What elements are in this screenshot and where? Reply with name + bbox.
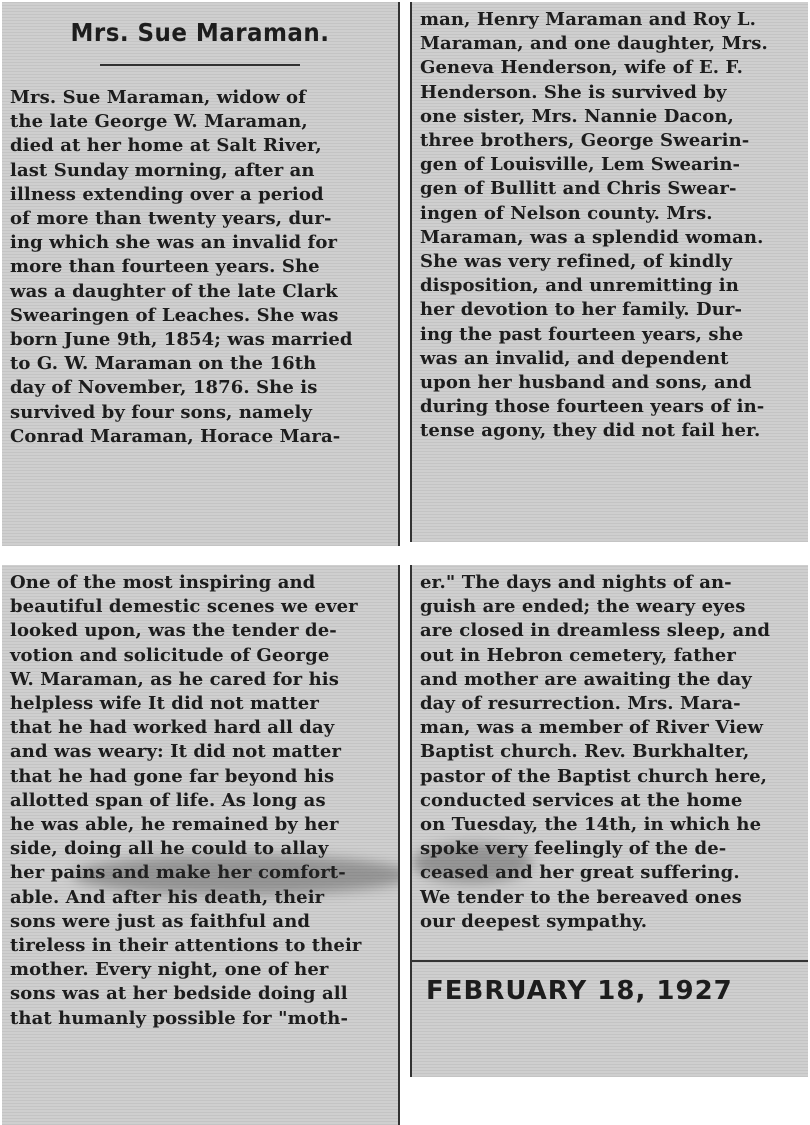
- text-line: man, was a member of River View: [420, 717, 764, 739]
- text-line: Conrad Maraman, Horace Mara-: [10, 425, 341, 447]
- text-line: side, doing all he could to allay: [10, 838, 329, 860]
- text-line: guish are ended; the weary eyes: [420, 596, 746, 618]
- text-line: died at her home at Salt River,: [10, 135, 322, 157]
- text-line: Maraman, and one daughter, Mrs.: [420, 33, 768, 55]
- text-line: man, Henry Maraman and Roy L.: [420, 9, 756, 30]
- text-line: votion and solicitude of George: [10, 644, 330, 666]
- text-line: able. And after his death, their: [10, 886, 325, 908]
- text-line: are closed in dreamless sleep, and: [420, 620, 771, 642]
- text-line: that he had worked hard all day: [10, 717, 335, 739]
- text-line: Mrs. Sue Maraman, widow of: [10, 87, 306, 108]
- text-line: sons were just as faithful and: [10, 910, 311, 932]
- text-line: more than fourteen years. She: [10, 256, 320, 278]
- clipping-column-4: [410, 565, 808, 1077]
- text-line: and mother are awaiting the day: [420, 668, 752, 690]
- text-line: spoke very feelingly of the de-: [420, 838, 727, 860]
- text-line: out in Hebron cemetery, father: [420, 644, 736, 666]
- text-line: beautiful demestic scenes we ever: [10, 596, 358, 618]
- text-line: tense agony, they did not fail her.: [420, 420, 761, 442]
- text-line: day of resurrection. Mrs. Mara-: [420, 693, 741, 715]
- text-line: One of the most inspiring and: [10, 572, 316, 593]
- text-line: that humanly possible for "moth-: [10, 1007, 349, 1029]
- clipping-column-3: [2, 565, 400, 1125]
- text-line: upon her husband and sons, and: [420, 372, 752, 394]
- text-line: er." The days and nights of an-: [420, 572, 732, 593]
- text-line: during those fourteen years of in-: [420, 396, 765, 418]
- column-1-text: [2, 86, 398, 449]
- text-line: the late George W. Maraman,: [10, 111, 308, 133]
- text-line: sons was at her bedside doing all: [10, 983, 348, 1005]
- text-line: W. Maraman, as he cared for his: [10, 668, 339, 690]
- text-line: her devotion to her family. Dur-: [420, 299, 743, 321]
- text-line: was a daughter of the late Clark: [10, 280, 338, 302]
- text-line: on Tuesday, the 14th, in which he: [420, 814, 762, 836]
- text-line: ing which she was an invalid for: [10, 232, 338, 254]
- text-line: ingen of Nelson county. Mrs.: [420, 202, 713, 224]
- text-line: gen of Louisville, Lem Swearin-: [420, 154, 741, 176]
- column-3-text: [2, 565, 398, 1031]
- text-line: he was able, he remained by her: [10, 814, 339, 836]
- text-line: her pains and make her comfort-: [10, 862, 346, 884]
- text-line: our deepest sympathy.: [420, 910, 648, 932]
- clipping-column-1: [2, 2, 400, 546]
- text-line: Swearingen of Leaches. She was: [10, 304, 339, 326]
- text-line: gen of Bullitt and Chris Swear-: [420, 178, 737, 200]
- text-line: born June 9th, 1854; was married: [10, 329, 353, 351]
- text-line: to G. W. Maraman on the 16th: [10, 353, 317, 375]
- text-line: tireless in their attentions to their: [10, 935, 362, 957]
- text-line: allotted span of life. As long as: [10, 789, 326, 811]
- text-line: three brothers, George Swearin-: [420, 130, 750, 152]
- text-line: Henderson. She is survived by: [420, 81, 727, 103]
- clipping-column-2: [410, 2, 808, 542]
- headline: Mrs. Sue Maraman.: [70, 18, 330, 47]
- text-line: was an invalid, and dependent: [420, 347, 729, 369]
- text-line: Maraman, was a splendid woman.: [420, 226, 764, 248]
- text-line: illness extending over a period: [10, 183, 324, 205]
- text-line: conducted services at the home: [420, 789, 743, 811]
- publication-date: FEBRUARY 18, 1927: [412, 960, 808, 1006]
- ink-stain: [72, 855, 400, 895]
- text-line: looked upon, was the tender de-: [10, 620, 337, 642]
- text-line: disposition, and unremitting in: [420, 275, 739, 297]
- text-line: survived by four sons, namely: [10, 401, 313, 423]
- text-line: She was very refined, of kindly: [420, 251, 733, 273]
- text-line: ceased and her great suffering.: [420, 862, 740, 884]
- text-line: of more than twenty years, dur-: [10, 208, 332, 230]
- text-line: Geneva Henderson, wife of E. F.: [420, 57, 743, 79]
- text-line: ing the past fourteen years, she: [420, 323, 744, 345]
- text-line: pastor of the Baptist church here,: [420, 765, 767, 787]
- text-line: We tender to the bereaved ones: [420, 886, 742, 908]
- headline-rule: [100, 64, 300, 66]
- text-line: day of November, 1876. She is: [10, 377, 318, 399]
- text-line: that he had gone far beyond his: [10, 765, 335, 787]
- text-line: Baptist church. Rev. Burkhalter,: [420, 741, 750, 763]
- text-line: helpless wife It did not matter: [10, 693, 319, 715]
- text-line: last Sunday morning, after an: [10, 159, 315, 181]
- text-line: and was weary: It did not matter: [10, 741, 342, 763]
- text-line: one sister, Mrs. Nannie Dacon,: [420, 105, 734, 127]
- text-line: mother. Every night, one of her: [10, 959, 329, 981]
- column-2-text: [412, 2, 808, 444]
- ink-stain: [412, 843, 532, 883]
